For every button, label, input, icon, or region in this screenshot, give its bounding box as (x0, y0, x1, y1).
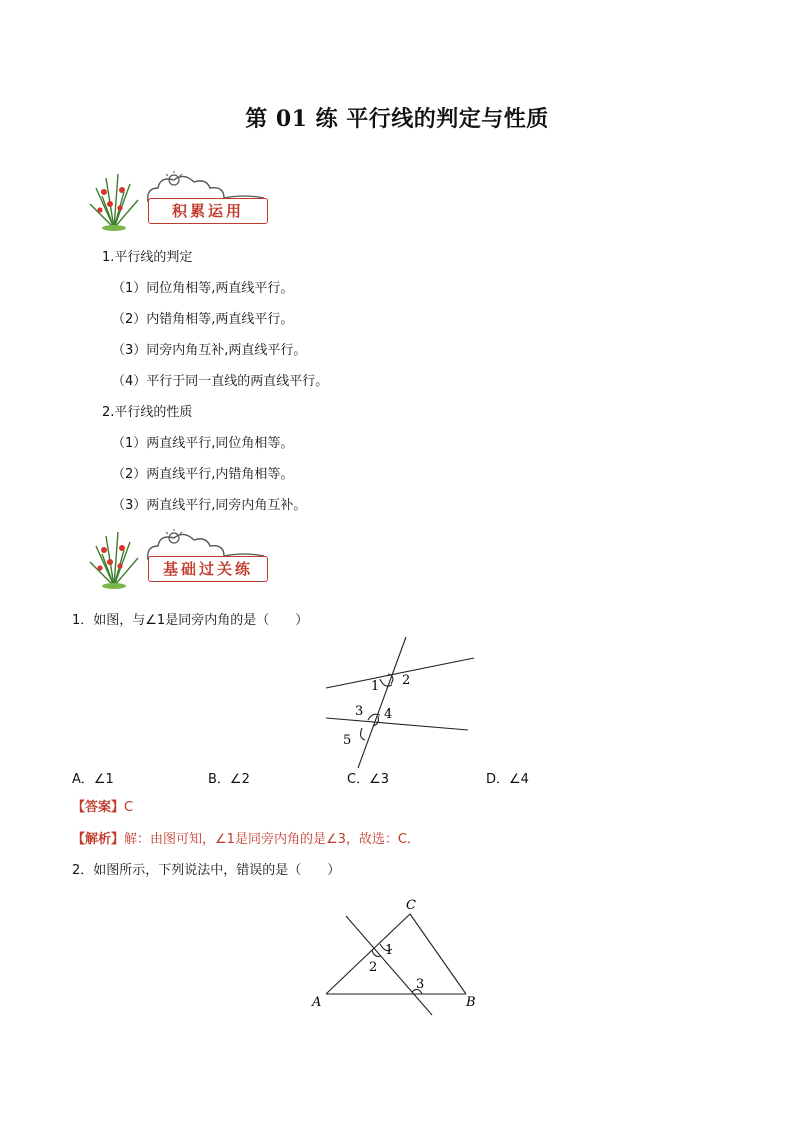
section-label: 基础过关练 (148, 556, 268, 582)
vertex-label-c: C (406, 898, 416, 913)
figure-parallel-lines (318, 632, 478, 772)
section-banner-basic (84, 528, 284, 590)
angle-label: 3 (355, 704, 364, 719)
flower-plant-icon (84, 528, 144, 590)
flower-plant-icon (84, 170, 144, 232)
angle-label: 2 (402, 673, 411, 688)
option-d: D．∠4 (486, 772, 529, 787)
angle-label: 1 (385, 943, 394, 958)
option-a: A．∠1 (72, 772, 114, 787)
property-item: （2）两直线平行,内错角相等。 (112, 467, 294, 482)
judgement-item: （3）同旁内角互补,两直线平行。 (112, 343, 307, 358)
vertex-label-a: A (312, 995, 322, 1010)
judgement-item: （1）同位角相等,两直线平行。 (112, 281, 294, 296)
figure-triangle (306, 894, 496, 1019)
analysis-text: 解：由图可知，∠1是同旁内角的是∠3，故选：C． (124, 832, 420, 847)
vertex-label-b: B (466, 995, 476, 1010)
judgement-item: （2）内错角相等,两直线平行。 (112, 312, 294, 327)
angle-label: 3 (416, 977, 425, 992)
answer-tag: 【答案】 (72, 800, 125, 815)
angle-label: 5 (343, 733, 352, 748)
question-1: 1．如图，与∠1是同旁内角的是（ ） (72, 613, 309, 628)
analysis-line (72, 831, 420, 849)
answer-value: C (124, 800, 134, 815)
angle-label: 2 (369, 960, 378, 975)
angle-label: 4 (384, 707, 393, 722)
judgement-heading: 1.平行线的判定 (102, 250, 193, 265)
page-title: 第 01 练 平行线的判定与性质 (245, 106, 549, 132)
property-heading: 2.平行线的性质 (102, 405, 193, 420)
property-item: （1）两直线平行,同位角相等。 (112, 436, 294, 451)
analysis-tag: 【解析】 (72, 832, 125, 847)
angle-label: 1 (371, 679, 380, 694)
option-c: C．∠3 (347, 772, 390, 787)
section-banner-accumulate (84, 170, 284, 232)
question-2: 2．如图所示，下列说法中，错误的是（ ） (72, 863, 341, 878)
judgement-item: （4）平行于同一直线的两直线平行。 (112, 374, 329, 389)
answer-line (72, 799, 133, 817)
section-label: 积累运用 (148, 198, 268, 224)
property-item: （3）两直线平行,同旁内角互补。 (112, 498, 307, 513)
option-b: B．∠2 (208, 772, 250, 787)
